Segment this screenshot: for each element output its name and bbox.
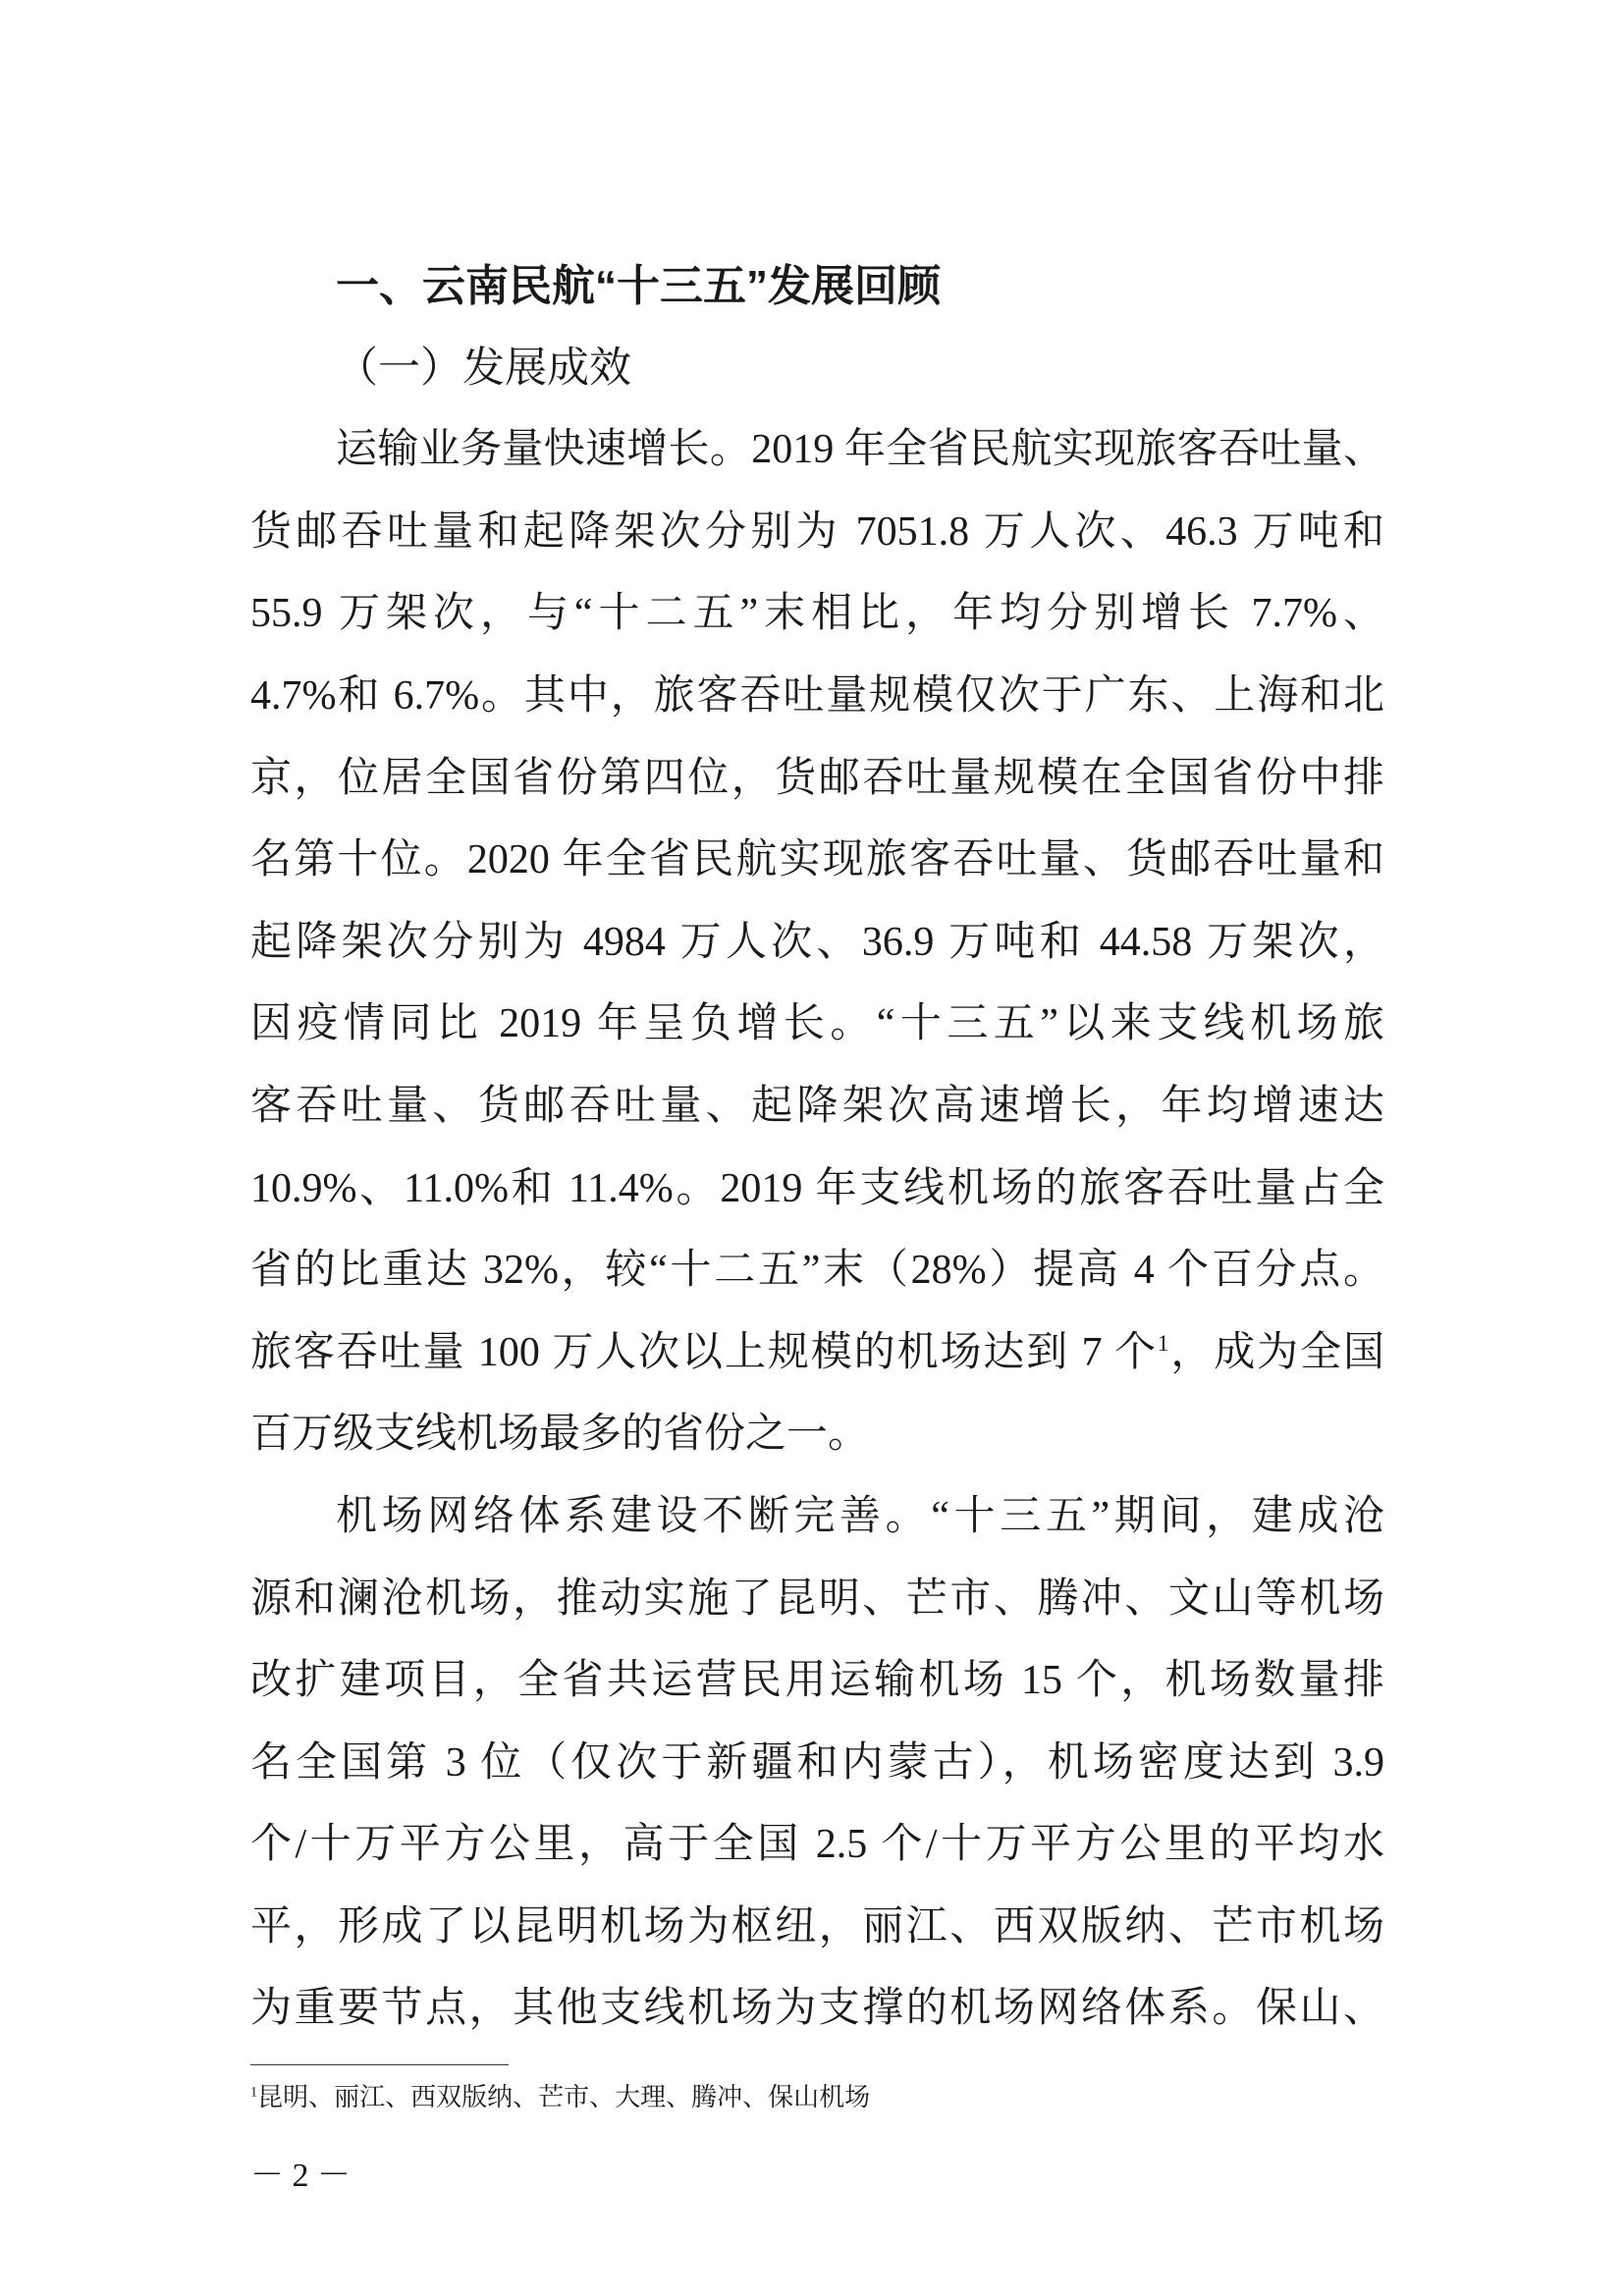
text-line-content: 4.7%和 6.7%。其中，旅客吞吐量规模仅次于广东、上海和北: [250, 672, 1384, 719]
paragraph: [250, 409, 1384, 1476]
text-line-content: 10.9%、11.0%和 11.4%。2019 年支线机场的旅客吞吐量占全: [250, 1165, 1384, 1211]
footnote-divider: [250, 2064, 509, 2065]
text-line: [250, 1640, 1384, 1723]
body-column: [250, 245, 1384, 2051]
text-line: [250, 738, 1384, 821]
text-line-content: 运输业务量快速增长。2019 年全省民航实现旅客吞吐量、: [336, 427, 1384, 473]
text-line: [250, 409, 1384, 492]
footnote: [250, 2080, 870, 2115]
text-line-content: 平，形成了以昆明机场为枢纽，丽江、西双版纳、芒市机场: [250, 1903, 1384, 1949]
text-line: [250, 656, 1384, 738]
text-line-content: 因疫情同比 2019 年呈负增长。“十三五”以来支线机场旅: [250, 1001, 1384, 1047]
body-text: [250, 409, 1384, 2051]
text-line: [250, 820, 1384, 902]
text-line: [250, 1887, 1384, 1969]
section-heading: 一、云南民航“十三五”发展回顾: [336, 262, 941, 310]
text-line: [250, 492, 1384, 574]
text-line-content: 为重要节点，其他支线机场为支撑的机场网络体系。保山、: [250, 1986, 1384, 2032]
text-line-content: 机场网络体系建设不断完善。“十三五”期间，建成沧: [336, 1493, 1384, 1539]
paragraph: [250, 1476, 1384, 2051]
footnote-text: 昆明、丽江、西双版纳、芒市、大理、腾冲、保山机场: [257, 2083, 871, 2111]
text-line-content: 改扩建项目，全省共运营民用运输机场 15 个，机场数量排: [250, 1658, 1384, 1704]
footnote-marker: 1: [250, 2084, 258, 2101]
subsection-heading: （一）发展成效: [336, 345, 631, 392]
text-line-content: 名全国第 3 位（仅次于新疆和内蒙古），机场密度达到 3.9: [250, 1739, 1384, 1786]
text-line: [250, 1148, 1384, 1231]
text-line: [250, 1066, 1384, 1148]
text-line-content: 起降架次分别为 4984 万人次、36.9 万吨和 44.58 万架次，: [250, 919, 1384, 965]
text-line-content: 旅客吞吐量 100 万人次以上规模的机场达到 7 个: [250, 1329, 1158, 1375]
text-line-content: 省的比重达 32%，较“十二五”末（28%）提高 4 个百分点。: [250, 1248, 1384, 1294]
text-line: [250, 984, 1384, 1066]
text-line-content: ，成为全国: [1168, 1329, 1384, 1375]
text-line: [250, 573, 1384, 656]
text-line: [250, 902, 1384, 985]
text-line: [250, 1559, 1384, 1641]
text-line-content: 个/十万平方公里，高于全国 2.5 个/十万平方公里的平均水: [250, 1822, 1384, 1868]
text-line-content: 百万级支线机场最多的省份之一。: [250, 1412, 870, 1458]
text-line-content: 55.9 万架次，与“十二五”末相比，年均分别增长 7.7%、: [250, 591, 1384, 637]
text-line: [250, 1312, 1384, 1395]
footnote-reference[interactable]: 1: [1157, 1329, 1169, 1356]
text-line-content: 京，位居全国省份第四位，货邮吞吐量规模在全国省份中排: [250, 755, 1384, 801]
text-line: [250, 1230, 1384, 1312]
page-number: － 2 －: [250, 2158, 351, 2194]
text-line-content: 货邮吞吐量和起降架次分别为 7051.8 万人次、46.3 万吨和: [250, 508, 1384, 555]
text-line: [250, 1804, 1384, 1887]
text-line-content: 源和澜沧机场，推动实施了昆明、芒市、腾冲、文山等机场: [250, 1575, 1384, 1622]
text-line: [250, 1394, 1384, 1476]
text-line: [250, 1476, 1384, 1559]
text-line: [250, 1968, 1384, 2051]
text-line-content: 名第十位。2020 年全省民航实现旅客吞吐量、货邮吞吐量和: [250, 837, 1384, 883]
text-line-content: 客吞吐量、货邮吞吐量、起降架次高速增长，年均增速达: [250, 1083, 1384, 1129]
text-line: [250, 1723, 1384, 1805]
